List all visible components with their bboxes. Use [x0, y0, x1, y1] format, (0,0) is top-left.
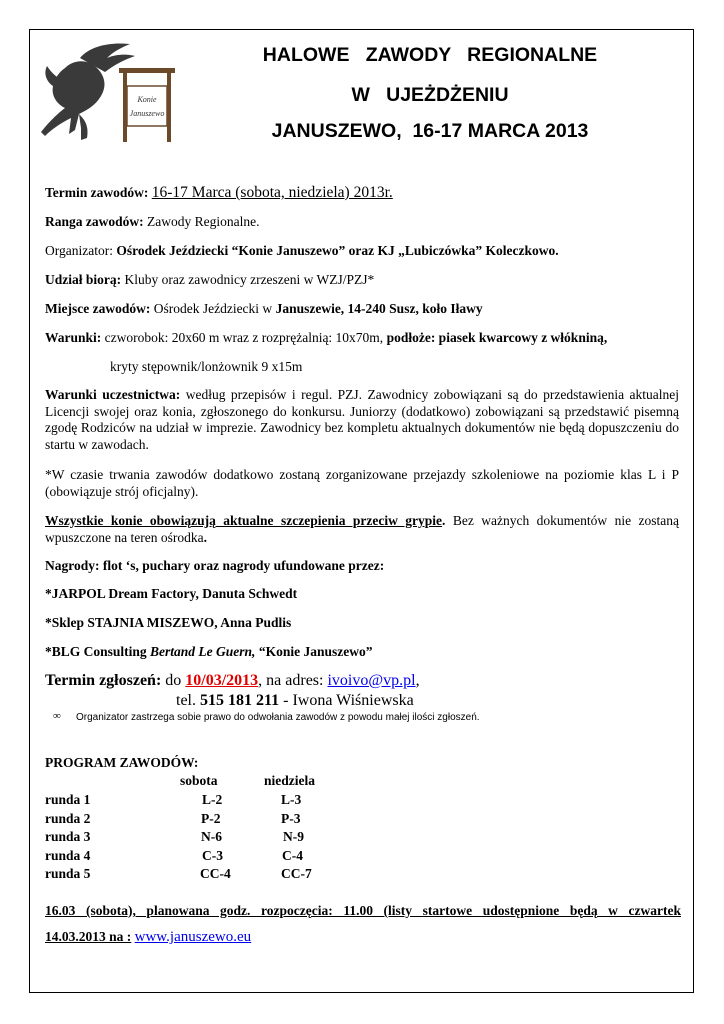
program-sobota: N-6	[201, 829, 222, 844]
page-title-line1: HALOWE ZAWODY REGIONALNE	[262, 44, 598, 66]
termin-value: 16-17 Marca (sobota, niedziela) 2013r.	[151, 184, 393, 201]
program-sobota: C-3	[202, 848, 223, 863]
program-niedziela: C-4	[282, 848, 303, 863]
zgloszenia-label: Termin zgłoszeń:	[45, 672, 162, 689]
program-niedziela: CC-7	[281, 866, 312, 881]
website-link[interactable]: www.januszewo.eu	[134, 929, 252, 945]
zgloszenia-date: 10/03/2013	[185, 672, 259, 689]
program-title: PROGRAM ZAWODÓW:	[45, 755, 199, 770]
szczepienia-paragraph: Wszystkie konie obowiązują aktualne szczepienia przeciw grypie. Bez ważnych dokumentów nie zostaną wpuszczone na teren ośrodka.	[45, 513, 679, 545]
zgloszenia-row: Termin zgłoszeń: do 10/03/2013, na adres: ivoivo@vp.pl,	[45, 672, 420, 689]
sponsor-2: *Sklep STAJNIA MISZEWO, Anna Pudlis	[45, 615, 292, 630]
szczepienia-text: Bez ważnych dokumentów nie zostaną wpuszczone na teren ośrodka	[45, 513, 679, 545]
ranga-label: Ranga zawodów:	[45, 214, 144, 229]
program-col-sobota: sobota	[180, 773, 218, 788]
logo	[35, 38, 180, 148]
logo-text-1: Konie	[137, 95, 157, 104]
miejsce-value-bold: Januszewie, 14-240 Susz, koło Iławy	[275, 301, 483, 316]
ranga-value: Zawody Regionalne.	[147, 214, 260, 229]
udzial-row	[45, 272, 374, 288]
udzial-label: Udział biorą:	[45, 272, 122, 287]
udzial-value: Kluby oraz zawodnicy zrzeszeni w WZJ/PZJ*	[124, 272, 375, 287]
program-sobota: CC-4	[200, 866, 231, 881]
program-sobota: P-2	[201, 811, 221, 826]
organizator-value: Ośrodek Jeździecki “Konie Januszewo” oraz KJ „Lubiczówka” Koleczkowo.	[116, 243, 559, 258]
program-sobota: L-2	[202, 792, 223, 807]
program-runda: runda 4	[45, 848, 91, 863]
termin-row	[45, 184, 393, 202]
szczepienia-bold: Wszystkie konie obowiązują aktualne szczepienia przeciw grypie	[45, 513, 443, 528]
warunki-label: Warunki:	[45, 330, 102, 345]
organizer-note: Organizator zastrzega sobie prawo do odwołania zawodów z powodu małej ilości zgłoszeń.	[76, 712, 480, 723]
sponsor-1: *JARPOL Dream Factory, Danuta Schwedt	[45, 586, 298, 601]
miejsce-row	[45, 301, 483, 317]
page-border	[29, 29, 694, 993]
start-time-line: 16.03 (sobota), planowana godz. rozpoczęcia: 11.00 (listy startowe udostępnione będą w czwartek	[45, 903, 681, 918]
start-lists-label: 14.03.2013 na :	[45, 929, 132, 944]
uczestnictwo-text: według przepisów i regul. PZJ. Zawodnicy zobowiązani są do przedstawienia aktualnej Licencji swojej oraz konia, zgłoszonego do konkursu. Juniorzy (dodatkowo) zobowiązani są przedstawić pisemną zgodę Rodziców na udział w imprezie. Zawodnicy bez kompletu aktualnych dokumentów nie będą dopuszczeniu do startu w zawodach.	[45, 387, 680, 452]
program-runda: runda 2	[45, 811, 91, 826]
program-runda: runda 1	[45, 792, 91, 807]
program-niedziela: P-3	[281, 811, 301, 826]
warunki-value-bold: podłoże: piasek kwarcowy z włókniną,	[386, 330, 608, 345]
logo-text-2: Januszewo	[129, 109, 165, 118]
miejsce-value: Ośrodek Jeździecki w	[153, 301, 273, 316]
program-niedziela: N-9	[283, 829, 304, 844]
phone-row: tel. 515 181 211 - Iwona Wiśniewska	[176, 692, 414, 709]
email-link[interactable]: ivoivo@vp.pl	[327, 672, 416, 689]
page-title-line2: W UJEŻDŻENIU	[351, 84, 509, 106]
ranga-row	[45, 214, 260, 230]
organizator-label: Organizator:	[45, 243, 113, 258]
warunki-value: czworobok: 20x60 m wraz z rozprężalnią: 10x70m,	[104, 330, 384, 345]
program-runda: runda 3	[45, 829, 91, 844]
program-niedziela: L-3	[281, 792, 302, 807]
page-title-line3: JANUSZEWO, 16-17 MARCA 2013	[271, 120, 589, 142]
miejsce-label: Miejsce zawodów:	[45, 301, 151, 316]
termin-label: Termin zawodów:	[45, 185, 149, 200]
infinity-bullet-icon: ∞	[53, 710, 61, 722]
start-lists-row	[45, 929, 251, 946]
phone-number: 515 181 211	[200, 692, 280, 709]
organizator-row	[45, 243, 559, 259]
warunki-row	[45, 330, 607, 346]
uczestnictwo-paragraph	[45, 387, 679, 453]
sponsor-3: *BLG Consulting Bertand Le Guern, “Konie Januszewo”	[45, 644, 373, 659]
pegasus-icon	[41, 44, 135, 140]
program-runda: runda 5	[45, 866, 91, 881]
warunki-row-2: kryty stępownik/lonżownik 9 x15m	[110, 359, 303, 374]
uczestnictwo-label: Warunki uczestnictwa:	[45, 387, 181, 402]
nagrody-label: Nagrody: flot ‘s, puchary oraz nagrody ufundowane przez:	[45, 558, 385, 573]
szkoleniowe-paragraph: *W czasie trwania zawodów dodatkowo zostaną zorganizowane przejazdy szkoleniowe na poziomie klas L i P (obowiązuje strój oficjalny).	[45, 467, 679, 499]
program-col-niedziela: niedziela	[264, 773, 315, 788]
